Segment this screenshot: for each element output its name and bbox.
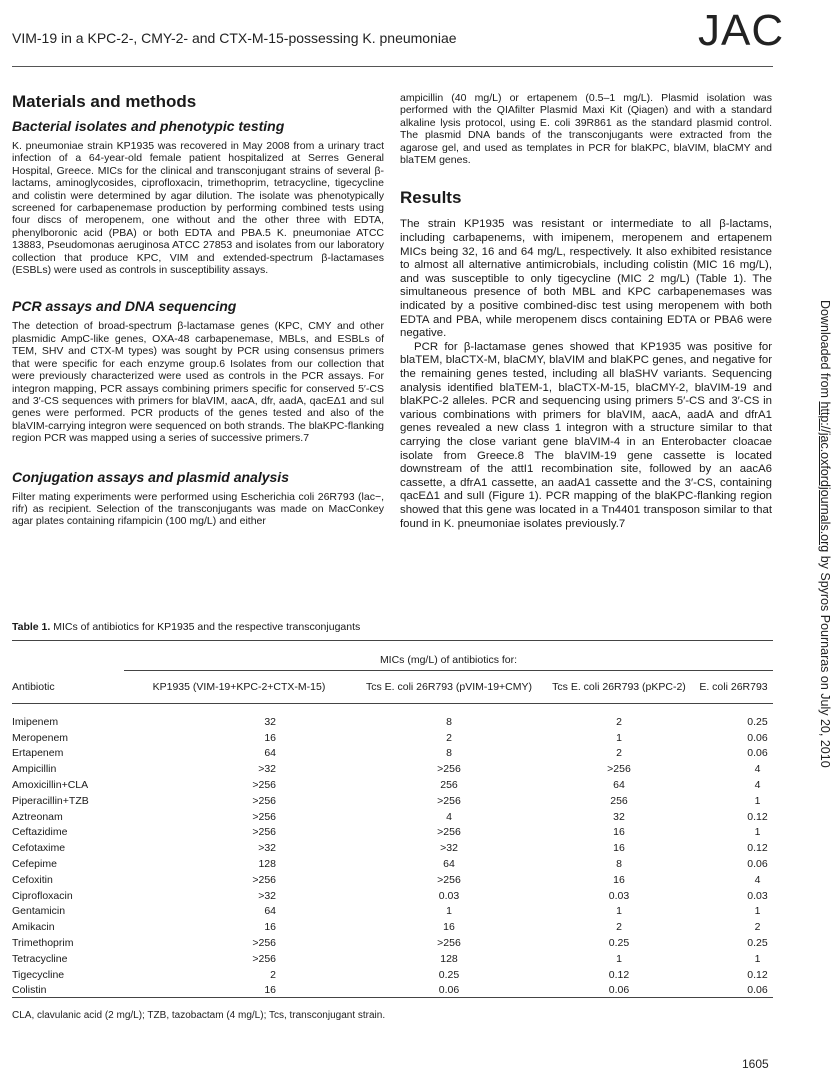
- page-number: 1605: [742, 1057, 769, 1071]
- table-caption: [12, 621, 360, 633]
- kp1935-cell: >256: [252, 794, 276, 807]
- left-column: [12, 92, 384, 528]
- table-row: [12, 951, 773, 967]
- ecoli-cell: 1: [754, 905, 761, 918]
- table-row: [12, 809, 773, 825]
- antibiotic-cell: Ceftazidime: [12, 826, 68, 839]
- ecoli-cell: 1: [754, 794, 761, 807]
- antibiotic-cell: Amoxicillin+CLA: [12, 779, 89, 792]
- antibiotic-cell: Ciprofloxacin: [12, 889, 73, 902]
- kp1935-cell: >256: [252, 826, 276, 839]
- kp1935-cell: 64: [264, 905, 276, 918]
- tcs-pvim-cell: >32: [440, 842, 458, 855]
- tcs-pkpc-cell: 16: [613, 842, 625, 855]
- table-row: [12, 919, 773, 935]
- table-row: [12, 935, 773, 951]
- table-row: [12, 967, 773, 983]
- tcs-pkpc-cell: 2: [616, 715, 622, 728]
- table-row: [12, 983, 773, 999]
- table-row: [12, 888, 773, 904]
- table-row: [12, 777, 773, 793]
- download-prefix: Downloaded from: [818, 300, 832, 402]
- ecoli-cell: 0.06: [747, 984, 768, 997]
- col-antibiotic: Antibiotic: [12, 680, 55, 693]
- methods-heading: Materials and methods: [12, 92, 197, 111]
- pcr-heading: PCR assays and DNA sequencing: [12, 298, 237, 315]
- ecoli-cell: 0.06: [747, 858, 768, 871]
- kp1935-cell: >256: [252, 873, 276, 886]
- table-row: [12, 761, 773, 777]
- col-tcs-pvim: Tcs E. coli 26R793 (pVIM-19+CMY): [354, 671, 544, 704]
- antibiotic-cell: Tetracycline: [12, 952, 68, 965]
- kp1935-cell: >32: [258, 842, 276, 855]
- ecoli-cell: 0.25: [747, 715, 768, 728]
- table-row: [12, 825, 773, 841]
- col-kp1935: KP1935 (VIM-19+KPC-2+CTX-M-15): [124, 671, 354, 704]
- ecoli-cell: 0.03: [747, 889, 768, 902]
- antibiotic-cell: Trimethoprim: [12, 937, 74, 950]
- kp1935-cell: >256: [252, 952, 276, 965]
- kp1935-cell: 16: [264, 921, 276, 934]
- table-row: [12, 714, 773, 730]
- span-header: MICs (mg/L) of antibiotics for:: [379, 654, 518, 666]
- journal-link[interactable]: http://jac.oxfordjournals.org: [818, 401, 832, 553]
- conjugation-continued: ampicillin (40 mg/L) or ertapenem (0.5–1 mg/L). Plasmid isolation was performed with the QIAfilter Plasmid Maxi Kit (Qiagen) and with a standard alkaline lysis protocol, using E. coli 39R861 as the standard plasmid control. The plasmid DNA bands of the transconjugants were extracted from the agarose gel, and used as templates in PCR for blaKPC, blaVIM, blaCMY and blaTEM genes.: [400, 92, 772, 167]
- ecoli-cell: 0.12: [747, 968, 768, 981]
- kp1935-cell: 128: [258, 858, 276, 871]
- tcs-pkpc-cell: 2: [616, 747, 622, 760]
- conjugation-heading: Conjugation assays and plasmid analysis: [12, 468, 289, 485]
- tcs-pvim-cell: 256: [440, 779, 458, 792]
- kp1935-cell: 32: [264, 715, 276, 728]
- table-row: [12, 746, 773, 762]
- tcs-pvim-cell: 2: [446, 731, 452, 744]
- tcs-pvim-cell: 8: [446, 715, 452, 728]
- table-row: [12, 872, 773, 888]
- antibiotic-cell: Cefoxitin: [12, 873, 53, 886]
- tcs-pkpc-cell: 8: [616, 858, 622, 871]
- kp1935-cell: 2: [270, 968, 276, 981]
- tcs-pkpc-cell: 16: [613, 826, 625, 839]
- tcs-pkpc-cell: 32: [613, 810, 625, 823]
- pcr-paragraph: The detection of broad-spectrum β-lactamase genes (KPC, CMY and other plasmidic AmpC-like genes, OXA-48 carbapenemase, MBLs, and ESBLs of TEM, SHV and CTX-M types) was sought by PCR using consensus primers that were specific for each enzyme group.6 Isolates from our collection that were previously characterized were used as controls in the PCR assays. For integron mapping, PCR assays combining primers specific for conserved 5′-CS and 3′-CS sequences with primers for blaVIM, aacA, dfr, aadA, qacEΔ1 and sul genes were performed. PCR products of the genes tested and also of the blaVIM-carrying integron were sequenced on both strands. The blaKPC-flanking region PCR was mapped using a series of successive primers.7: [12, 320, 384, 445]
- tcs-pkpc-cell: 1: [616, 952, 622, 965]
- col-ecoli: E. coli 26R793: [694, 671, 773, 704]
- ecoli-cell: 1: [754, 952, 761, 965]
- tcs-pkpc-cell: 16: [613, 873, 625, 886]
- running-title: VIM-19 in a KPC-2-, CMY-2- and CTX-M-15-possessing K. pneumoniae: [12, 30, 457, 46]
- results-heading: Results: [400, 188, 462, 208]
- ecoli-cell: 2: [754, 921, 761, 934]
- antibiotic-cell: Ampicillin: [12, 763, 57, 776]
- antibiotic-cell: Piperacillin+TZB: [12, 794, 89, 807]
- ecoli-cell: 4: [754, 763, 761, 776]
- kp1935-cell: 16: [264, 731, 276, 744]
- kp1935-cell: >256: [252, 937, 276, 950]
- tcs-pkpc-cell: 64: [613, 779, 625, 792]
- kp1935-cell: >32: [258, 889, 276, 902]
- tcs-pvim-cell: 16: [443, 921, 455, 934]
- antibiotic-cell: Amikacin: [12, 921, 55, 934]
- antibiotic-cell: Aztreonam: [12, 810, 63, 823]
- mic-table: [12, 650, 773, 998]
- kp1935-cell: >256: [252, 779, 276, 792]
- table-row: [12, 793, 773, 809]
- conjugation-paragraph: Filter mating experiments were performed using Escherichia coli 26R793 (lac−, rifr) as recipient. Selection of the transconjugants was made on MacConkey agar plates containing rifampicin (100 mg/L) and either: [12, 490, 384, 528]
- tcs-pvim-cell: >256: [437, 794, 461, 807]
- tcs-pkpc-cell: 1: [616, 731, 622, 744]
- tcs-pvim-cell: >256: [437, 826, 461, 839]
- tcs-pvim-cell: >256: [437, 873, 461, 886]
- header-rule: [12, 66, 773, 67]
- table-footnote: CLA, clavulanic acid (2 mg/L); TZB, tazobactam (4 mg/L); Tcs, transconjugant strain.: [12, 1010, 386, 1021]
- tcs-pkpc-cell: 256: [610, 794, 628, 807]
- ecoli-cell: 0.25: [747, 937, 768, 950]
- table-top-rule: [12, 640, 773, 641]
- tcs-pvim-cell: 0.06: [438, 984, 460, 997]
- kp1935-cell: >32: [258, 763, 276, 776]
- tcs-pvim-cell: 0.03: [438, 889, 460, 902]
- antibiotic-cell: Tigecycline: [12, 968, 65, 981]
- tcs-pkpc-cell: 2: [616, 921, 622, 934]
- ecoli-cell: 0.12: [747, 842, 768, 855]
- download-suffix: by Spyros Pournaras on July 20, 2010: [818, 552, 832, 768]
- antibiotic-cell: Cefepime: [12, 858, 57, 871]
- tcs-pvim-cell: 8: [446, 747, 452, 760]
- kp1935-cell: 16: [264, 984, 276, 997]
- tcs-pkpc-cell: >256: [607, 763, 631, 776]
- results-paragraph-1: The strain KP1935 was resistant or intermediate to all β-lactams, including carbapenems, with imipenem, meropenem and ertapenem MICs being 32, 16 and 64 mg/L, respectively. It also exhibited resistance to almost all alternative antimicrobials, including colistin (MIC 16 mg/L), and was susceptible to only tigecycline (MIC 2 mg/L) (Table 1). The simultaneous presence of both MBL and KPC carbapenemases was indicated by a positive combined-disc test using meropenem with both EDTA and PBA, while meropenem discs containing EDTA or PBA6 were negative.: [400, 218, 772, 340]
- antibiotic-cell: Ertapenem: [12, 747, 64, 760]
- ecoli-cell: 4: [754, 873, 761, 886]
- table-row: [12, 730, 773, 746]
- isolates-paragraph: K. pneumoniae strain KP1935 was recovered in May 2008 from a urinary tract infection of a 64-year-old female patient hospitalized at Serres General Hospital, Greece. MICs for the clinical and transconjugant strains of several β-lactams, aminoglycosides, ciprofloxacin, trimethoprim, tetracycline, tigecycline and colistin were determined by agar dilution. The isolate was phenotypically screened for carbapenemase production by performing combined tests using four discs of meropenem, one without and the other three with EDTA, phenylboronic acid (PBA) or both EDTA and PBA.5 K. pneumoniae ATCC 13883, Pseudomonas aeruginosa ATCC 27853 and isolates from our laboratory collection that produce KPC, VIM and extended-spectrum β-lactamases (ESBLs) were used as controls in susceptibility assays.: [12, 140, 384, 277]
- table-row: [12, 840, 773, 856]
- tcs-pkpc-cell: 0.12: [608, 968, 630, 981]
- kp1935-cell: >256: [252, 810, 276, 823]
- ecoli-cell: 4: [754, 779, 761, 792]
- tcs-pvim-cell: 64: [443, 858, 455, 871]
- ecoli-cell: 0.06: [747, 747, 768, 760]
- tcs-pvim-cell: >256: [437, 937, 461, 950]
- tcs-pkpc-cell: 0.25: [608, 937, 630, 950]
- tcs-pvim-cell: 0.25: [438, 968, 460, 981]
- antibiotic-cell: Meropenem: [12, 731, 69, 744]
- ecoli-cell: 1: [754, 826, 761, 839]
- tcs-pvim-cell: >256: [437, 763, 461, 776]
- antibiotic-cell: Imipenem: [12, 715, 59, 728]
- ecoli-cell: 0.12: [747, 810, 768, 823]
- tcs-pvim-cell: 4: [446, 810, 452, 823]
- results-paragraph-2: PCR for β-lactamase genes showed that KP1935 was positive for blaTEM, blaCTX-M, blaCMY, blaVIM and blaKPC genes, and negative for the remaining genes tested, including all blaSHV variants. Sequencing analysis identified blaTEM-1, blaCTX-M-15, blaCMY-2, blaVIM-19 and blaKPC-2 alleles. PCR and sequencing using primers 5′-CS and 3′-CS in various combinations with primers for blaVIM, aacA, aadA and dfrA1 genes revealed a new class 1 integron with a structure similar to that carrying the close variant gene blaVIM-4 in an Enterobacter cloacae isolate from Greece.8 The blaVIM-19 gene cassette is located downstream of the attI1 recombination site, followed by an aacA6 cassette, a dfrA1 cassette, an aadA1 cassette and the 3′-CS, containing qacEΔ1 and sulI (Figure 1). PCR mapping of the blaKPC-flanking region showed that this gene was located in a Tn4401 transposon similar to that found in K. pneumoniae isolates previously.7: [400, 340, 772, 530]
- antibiotic-cell: Gentamicin: [12, 905, 66, 918]
- tcs-pvim-cell: 1: [446, 905, 452, 918]
- col-tcs-pkpc: Tcs E. coli 26R793 (pKPC-2): [544, 671, 694, 704]
- kp1935-cell: 64: [264, 747, 276, 760]
- table-row: [12, 856, 773, 872]
- table-caption-label: Table 1.: [12, 621, 51, 633]
- antibiotic-cell: Colistin: [12, 984, 47, 997]
- journal-logo: JAC: [698, 6, 785, 55]
- tcs-pkpc-cell: 0.03: [608, 889, 630, 902]
- ecoli-cell: 0.06: [747, 731, 768, 744]
- isolates-heading: Bacterial isolates and phenotypic testing: [12, 118, 285, 134]
- table-bottom-rule: [12, 997, 773, 998]
- tcs-pkpc-cell: 1: [616, 905, 622, 918]
- antibiotic-cell: Cefotaxime: [12, 842, 66, 855]
- table-row: [12, 904, 773, 920]
- tcs-pvim-cell: 128: [440, 952, 458, 965]
- right-column: [400, 92, 772, 531]
- table-caption-text: MICs of antibiotics for KP1935 and the respective transconjugants: [53, 621, 361, 633]
- download-watermark: [818, 300, 832, 768]
- tcs-pkpc-cell: 0.06: [608, 984, 630, 997]
